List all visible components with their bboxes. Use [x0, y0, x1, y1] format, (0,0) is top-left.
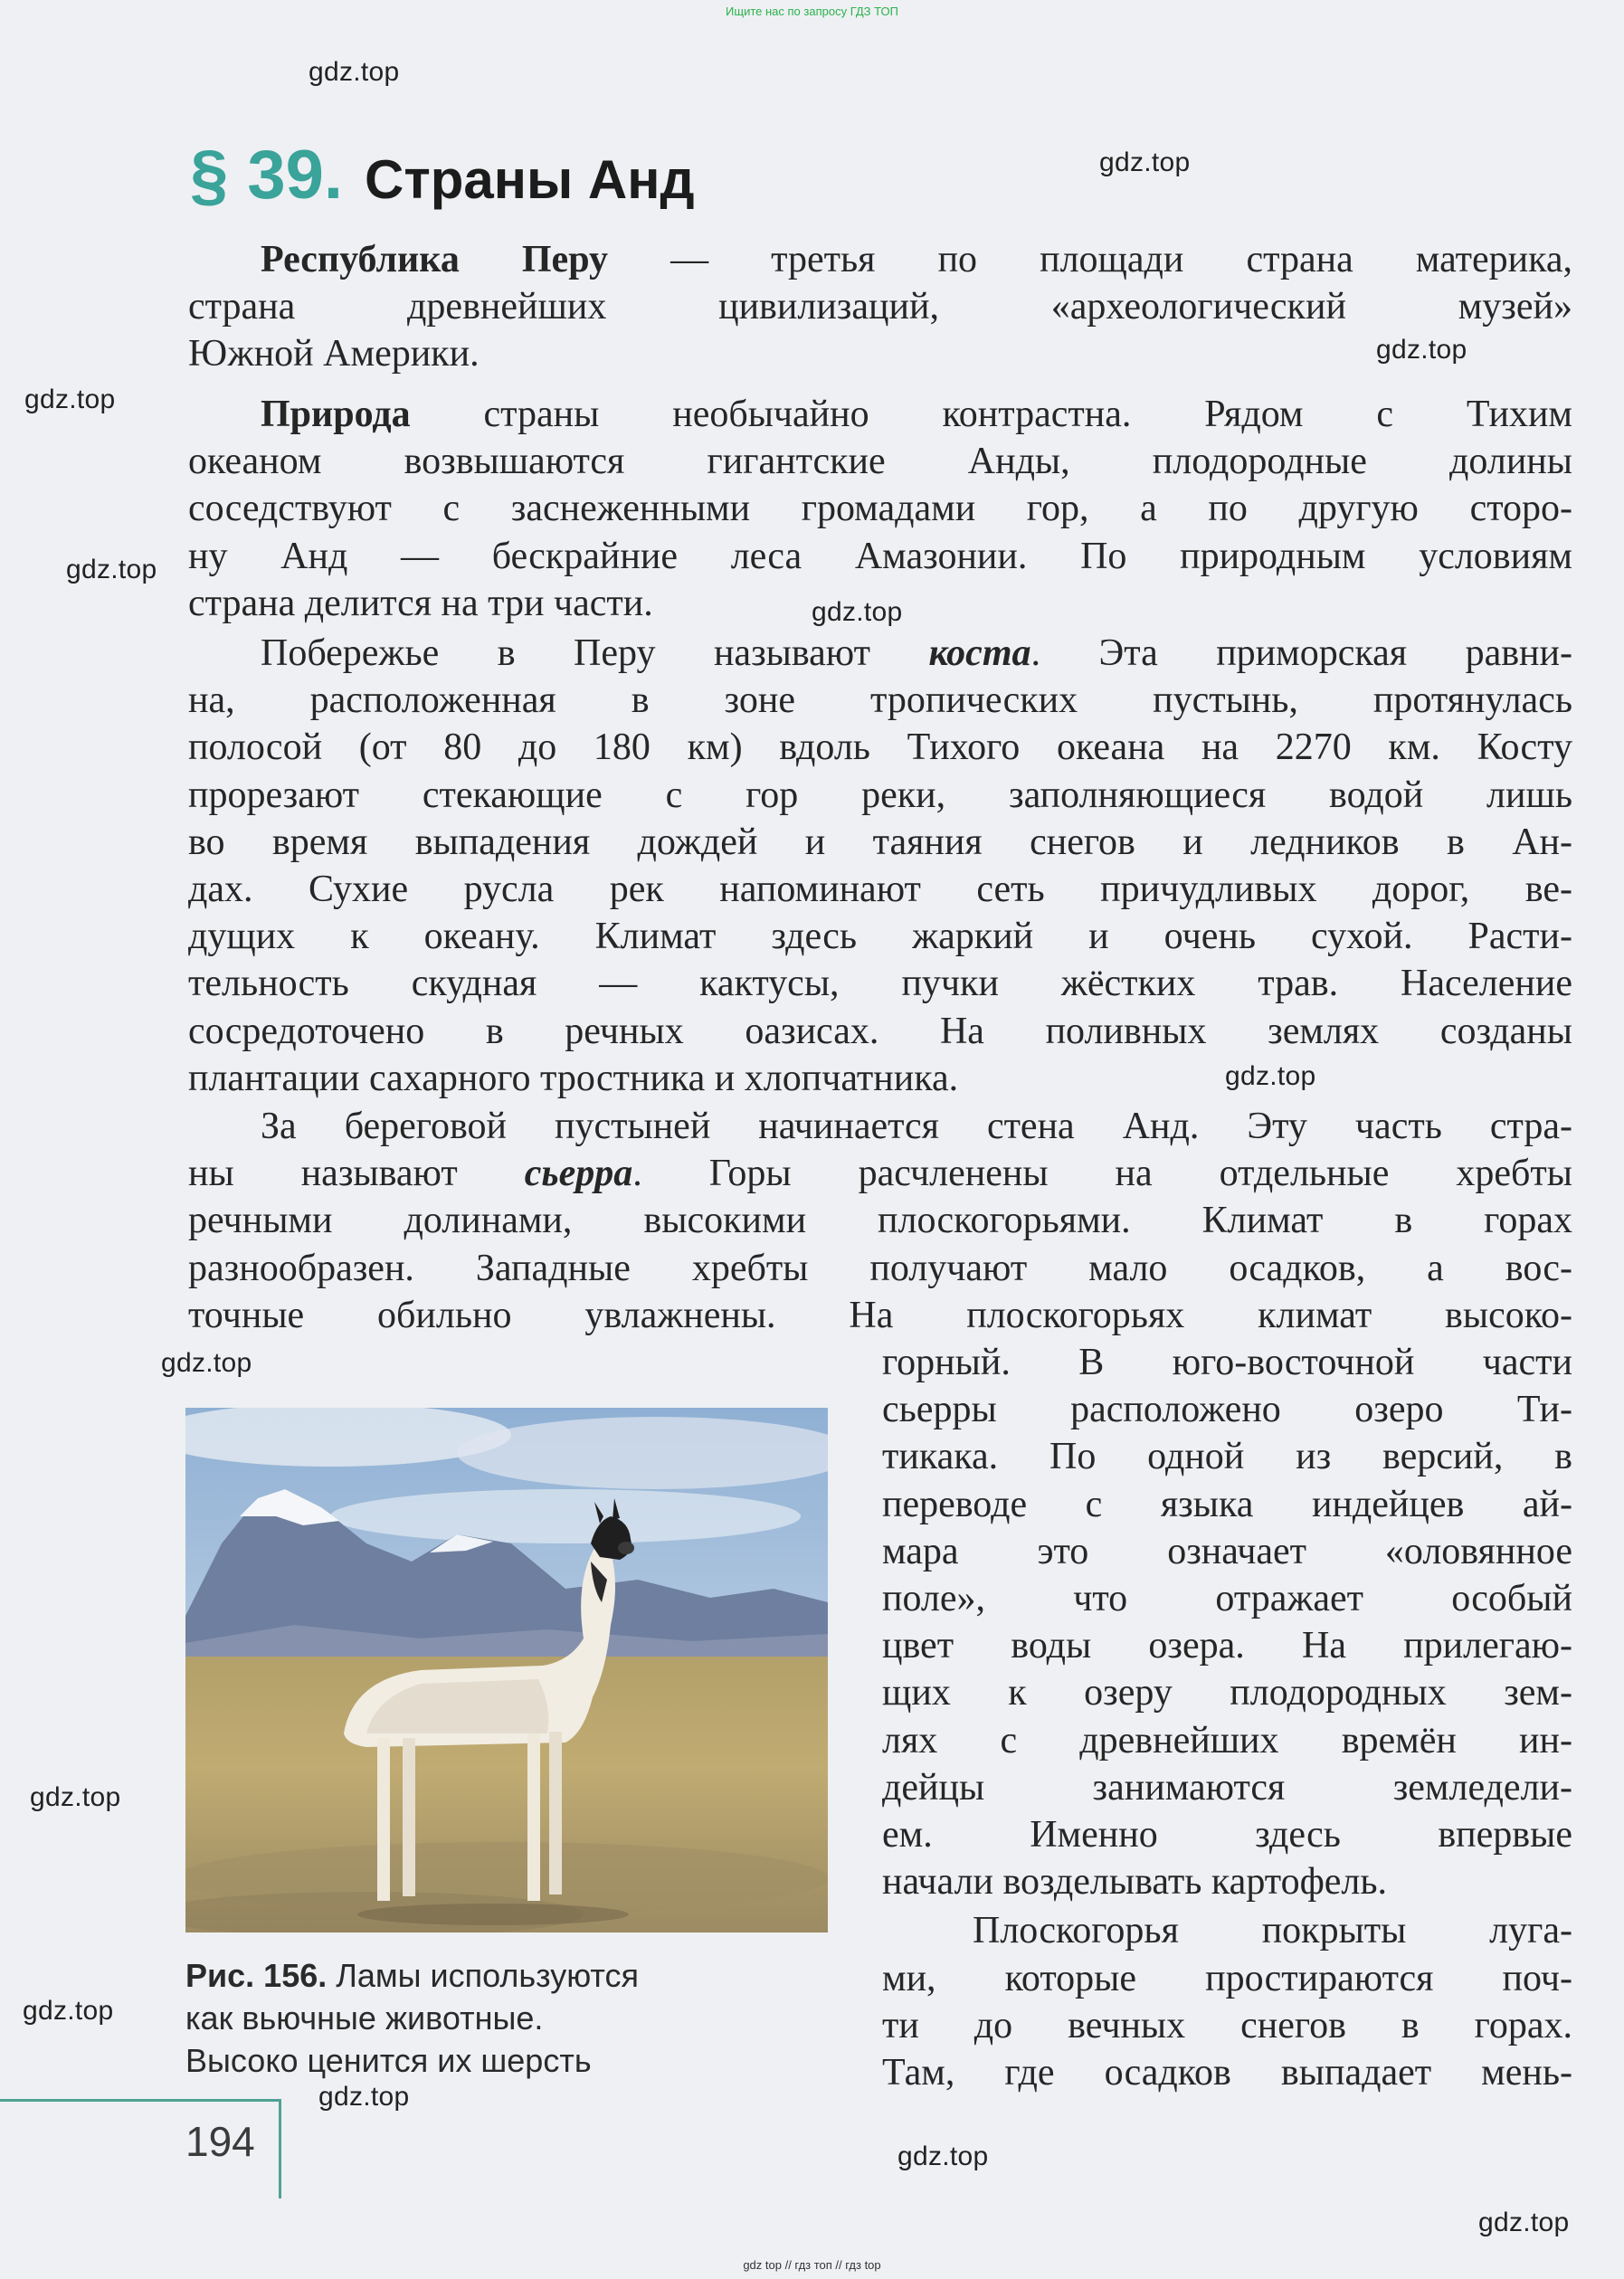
caption-line: как вьючные животные.: [185, 1999, 544, 2037]
text-line: сосредоточено в речных оазисах. На поливных землях созданы: [188, 1010, 1572, 1052]
watermark: gdz.top: [66, 555, 157, 584]
text-line: лях с древнейших времён ин-: [882, 1719, 1572, 1761]
text-line: горный. В юго-восточной части: [882, 1342, 1572, 1383]
text-line: ти до вечных снегов в горах.: [882, 2004, 1572, 2046]
page-edge-rule: [279, 2099, 281, 2198]
term-nature: Природа: [261, 394, 411, 435]
text-line: переводе с языка индейцев ай-: [882, 1483, 1572, 1525]
text-line: разнообразен. Западные хребты получают мало осадков, а вос-: [188, 1247, 1572, 1289]
watermark: gdz.top: [1376, 335, 1467, 365]
paragraph-4: [188, 1103, 1572, 1339]
text-line: ем. Именно здесь впервые: [882, 1814, 1572, 1856]
text-line: Там, где осадков выпадает мень-: [882, 2052, 1572, 2094]
section-title: Страны Анд: [365, 149, 695, 210]
text-line: . Горы расчленены на отдельные хребты: [632, 1153, 1572, 1195]
section-number: § 39.: [190, 137, 344, 214]
watermark: gdz.top: [812, 597, 903, 627]
page-number: 194: [185, 2118, 255, 2165]
watermark: gdz.top: [897, 2141, 989, 2171]
text-line: — третья по площади страна материка,: [670, 239, 1573, 280]
text-line: ну Анд — бескрайние леса Амазонии. По природным условиям: [188, 535, 1572, 577]
text-line: страна древнейших цивилизаций, «археологический музей»: [188, 286, 1572, 328]
watermark: gdz.top: [1225, 1061, 1316, 1091]
text-line: поле», что отражает особый: [882, 1578, 1572, 1620]
paragraph-1: [188, 236, 1572, 378]
text-line: во время выпадения дождей и таяния снегов и ледников в Ан-: [188, 821, 1572, 863]
text-line: полосой (от 80 до 180 км) вдоль Тихого океана на 2270 км. Косту: [188, 726, 1572, 769]
text-line: страна делится на три части.: [188, 582, 653, 624]
watermark: gdz.top: [23, 1996, 114, 2026]
figure-label: Рис. 156.: [185, 1957, 328, 1994]
text-line: речными долинами, высокими плоскогорьями. Климат в горах: [188, 1200, 1572, 1242]
text-line: соседствуют с заснеженными громадами гор, а по другую сторо-: [188, 488, 1572, 530]
watermark: gdz.top: [30, 1782, 121, 1812]
figure-caption: [185, 1954, 837, 2082]
llama-photo: [185, 1408, 828, 1932]
watermark: gdz.top: [309, 57, 400, 87]
term-peru: Республика Перу: [261, 239, 609, 280]
text-line: точные обильно увлажнены. На плоскогорьях климат высоко-: [188, 1294, 1572, 1336]
footer-watermark: gdz top // гдз топ // гдз top: [743, 2258, 881, 2272]
text-line: дах. Сухие русла рек напоминают сеть причудливых дорог, ве-: [188, 869, 1572, 911]
watermark: gdz.top: [1099, 147, 1191, 177]
paragraph-3: [188, 630, 1572, 1102]
section-heading: [190, 136, 695, 214]
term-costa: коста: [928, 632, 1031, 674]
text-line: Плоскогорья покрыты луга-: [973, 1910, 1572, 1952]
caption-line: Высоко ценится их шерсть: [185, 2042, 592, 2079]
text-line: дейцы занимаются земледели-: [882, 1766, 1572, 1809]
watermark: gdz.top: [161, 1348, 252, 1378]
text-line: цвет воды озера. На прилегаю-: [882, 1625, 1572, 1667]
text-line: тельность скудная — кактусы, пучки жёстких трав. Население: [188, 963, 1572, 1005]
text-line: на, расположенная в зоне тропических пустынь, протянулась: [188, 679, 1572, 722]
text-line: щих к озеру плодородных зем-: [882, 1672, 1572, 1714]
text-line: мара это означает «оловянное: [882, 1530, 1572, 1572]
text-line: океаном возвышаются гигантские Анды, плодородные долины: [188, 441, 1572, 483]
text-line: Побережье в Перу называют: [261, 632, 870, 674]
text-line: ны называют: [188, 1153, 458, 1195]
watermark: gdz.top: [318, 2082, 410, 2112]
paragraph-2: [188, 391, 1572, 627]
text-line: дущих к океану. Климат здесь жаркий и очень сухой. Расти-: [188, 916, 1572, 958]
text-line: страны необычайно контрастна. Рядом с Тихим: [483, 394, 1572, 435]
watermark: gdz.top: [1478, 2208, 1570, 2237]
caption-line: Ламы используются: [336, 1957, 640, 1994]
text-line: . Эта приморская равни-: [1030, 632, 1572, 674]
term-sierra: сьерра: [524, 1153, 633, 1195]
text-line: ми, которые простираются поч-: [882, 1957, 1572, 1999]
text-line: начали возделывать картофель.: [882, 1861, 1388, 1904]
text-line: прорезают стекающие с гор реки, заполняющиеся водой лишь: [188, 774, 1572, 816]
page-edge-rule: [0, 2099, 279, 2102]
text-line: За береговой пустыней начинается стена Анд. Эту часть стра-: [261, 1106, 1572, 1147]
text-line: тикака. По одной из версий, в: [882, 1436, 1572, 1478]
watermark: gdz.top: [24, 385, 116, 414]
text-line: плантации сахарного тростника и хлопчатника.: [188, 1057, 959, 1099]
right-column-text: [882, 1339, 1572, 2096]
top-banner: Ищите нас по запросу ГДЗ ТОП: [726, 5, 898, 18]
text-line: Южной Америки.: [188, 333, 480, 375]
text-line: сьерры расположено озеро Ти-: [882, 1389, 1572, 1431]
